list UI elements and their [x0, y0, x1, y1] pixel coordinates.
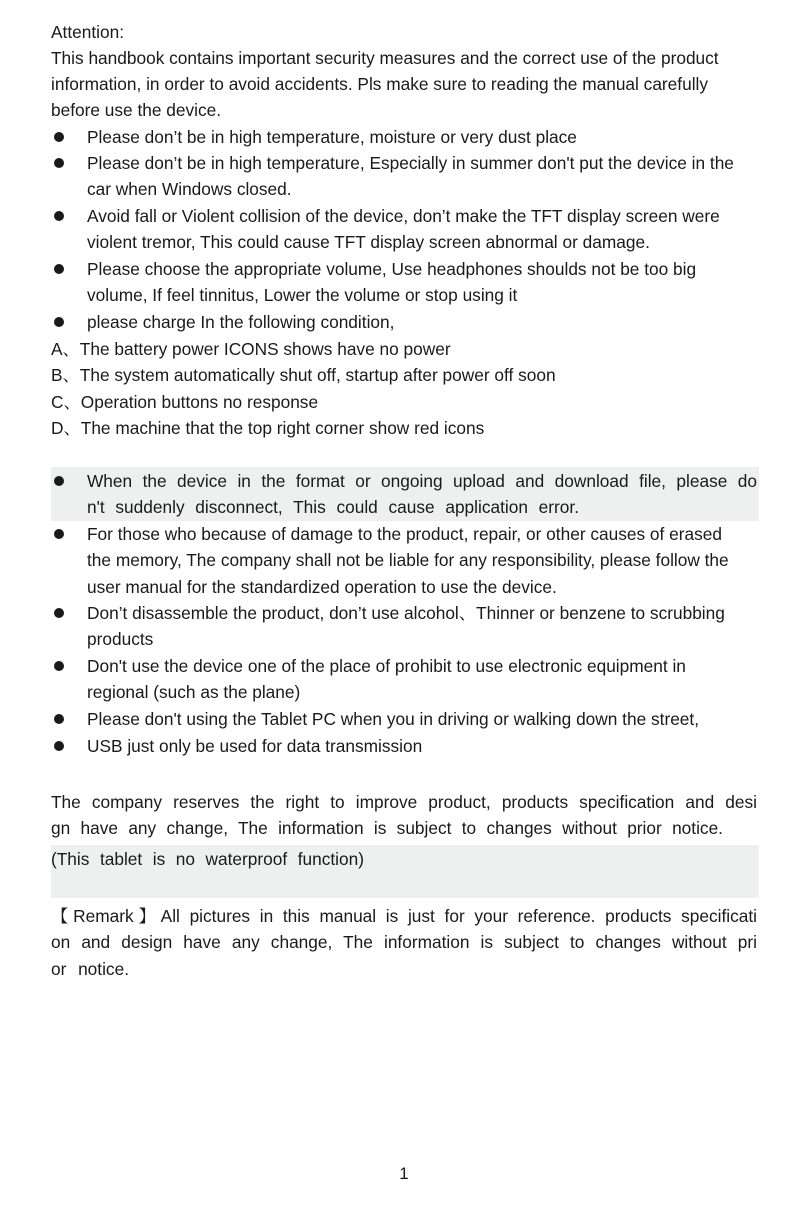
bullet-text: Avoid fall or Violent collision of the device, don’t make the TFT display screen were	[87, 206, 720, 226]
remark-text: 【Remark】All pictures in this manual is just for your reference. products specificati	[51, 906, 757, 926]
bullet-text: For those who because of damage to the product, repair, or other causes of erased	[87, 524, 722, 544]
bullet-icon	[51, 203, 71, 229]
intro-line: information, in order to avoid accidents. Pls make sure to reading the manual carefully	[51, 74, 709, 94]
bullet-text: car when Windows closed.	[87, 179, 292, 199]
bullet-text: Please don’t be in high temperature, Especially in summer don't put the device in the	[87, 153, 734, 173]
company-notice: gn have any change, The information is subject to changes without prior notice.	[51, 818, 723, 838]
attention-heading: Attention:	[51, 22, 125, 42]
bullet-text: user manual for the standardized operation to use the device.	[87, 577, 557, 597]
bullet-text: volume, If feel tinnitus, Lower the volume or stop using it	[87, 285, 518, 305]
bullet-text: Please don’t be in high temperature, moisture or very dust place	[87, 127, 577, 147]
waterproof-note: (This tablet is no waterproof function)	[51, 849, 364, 869]
bullet-icon	[51, 124, 71, 150]
bullet-text: When the device in the format or ongoing upload and download file, please do	[87, 471, 757, 491]
bullet-text: USB just only be used for data transmission	[87, 736, 423, 756]
bullet-icon	[51, 706, 71, 732]
bullet-text: products	[87, 629, 154, 649]
intro-line: This handbook contains important security measures and the correct use of the product	[51, 48, 719, 68]
bullet-icon	[51, 600, 71, 626]
bullet-text: Don’t disassemble the product, don’t use alcohol、Thinner or benzene to scrubbing	[87, 603, 725, 623]
condition-item: D、The machine that the top right corner show red icons	[51, 418, 485, 438]
bullet-text: please charge In the following condition,	[87, 312, 395, 332]
remark-text: or notice.	[51, 959, 129, 979]
intro-line: before use the device.	[51, 100, 222, 120]
bullet-text: violent tremor, This could cause TFT display screen abnormal or damage.	[87, 232, 650, 252]
condition-item: C、Operation buttons no response	[51, 392, 319, 412]
bullet-icon	[51, 468, 71, 494]
bullet-icon	[51, 521, 71, 547]
page-number: 1	[399, 1164, 409, 1183]
bullet-text: Please choose the appropriate volume, Use headphones shoulds not be too big	[87, 259, 697, 279]
bullet-icon	[51, 150, 71, 176]
condition-item: B、The system automatically shut off, startup after power off soon	[51, 365, 556, 385]
bullet-icon	[51, 733, 71, 759]
bullet-text: regional (such as the plane)	[87, 682, 301, 702]
remark-text: on and design have any change, The information is subject to changes without pri	[51, 932, 757, 952]
bullet-icon	[51, 653, 71, 679]
condition-item: A、The battery power ICONS shows have no power	[51, 339, 451, 359]
bullet-text: the memory, The company shall not be liable for any responsibility, please follow the	[87, 550, 729, 570]
bullet-icon	[51, 309, 71, 335]
company-notice: The company reserves the right to improve product, products specification and desi	[51, 792, 757, 812]
bullet-text: Don't use the device one of the place of prohibit to use electronic equipment in	[87, 656, 686, 676]
bullet-text: n't suddenly disconnect, This could cause application error.	[87, 497, 579, 517]
bullet-text: Please don't using the Tablet PC when you in driving or walking down the street,	[87, 709, 700, 729]
bullet-icon	[51, 256, 71, 282]
